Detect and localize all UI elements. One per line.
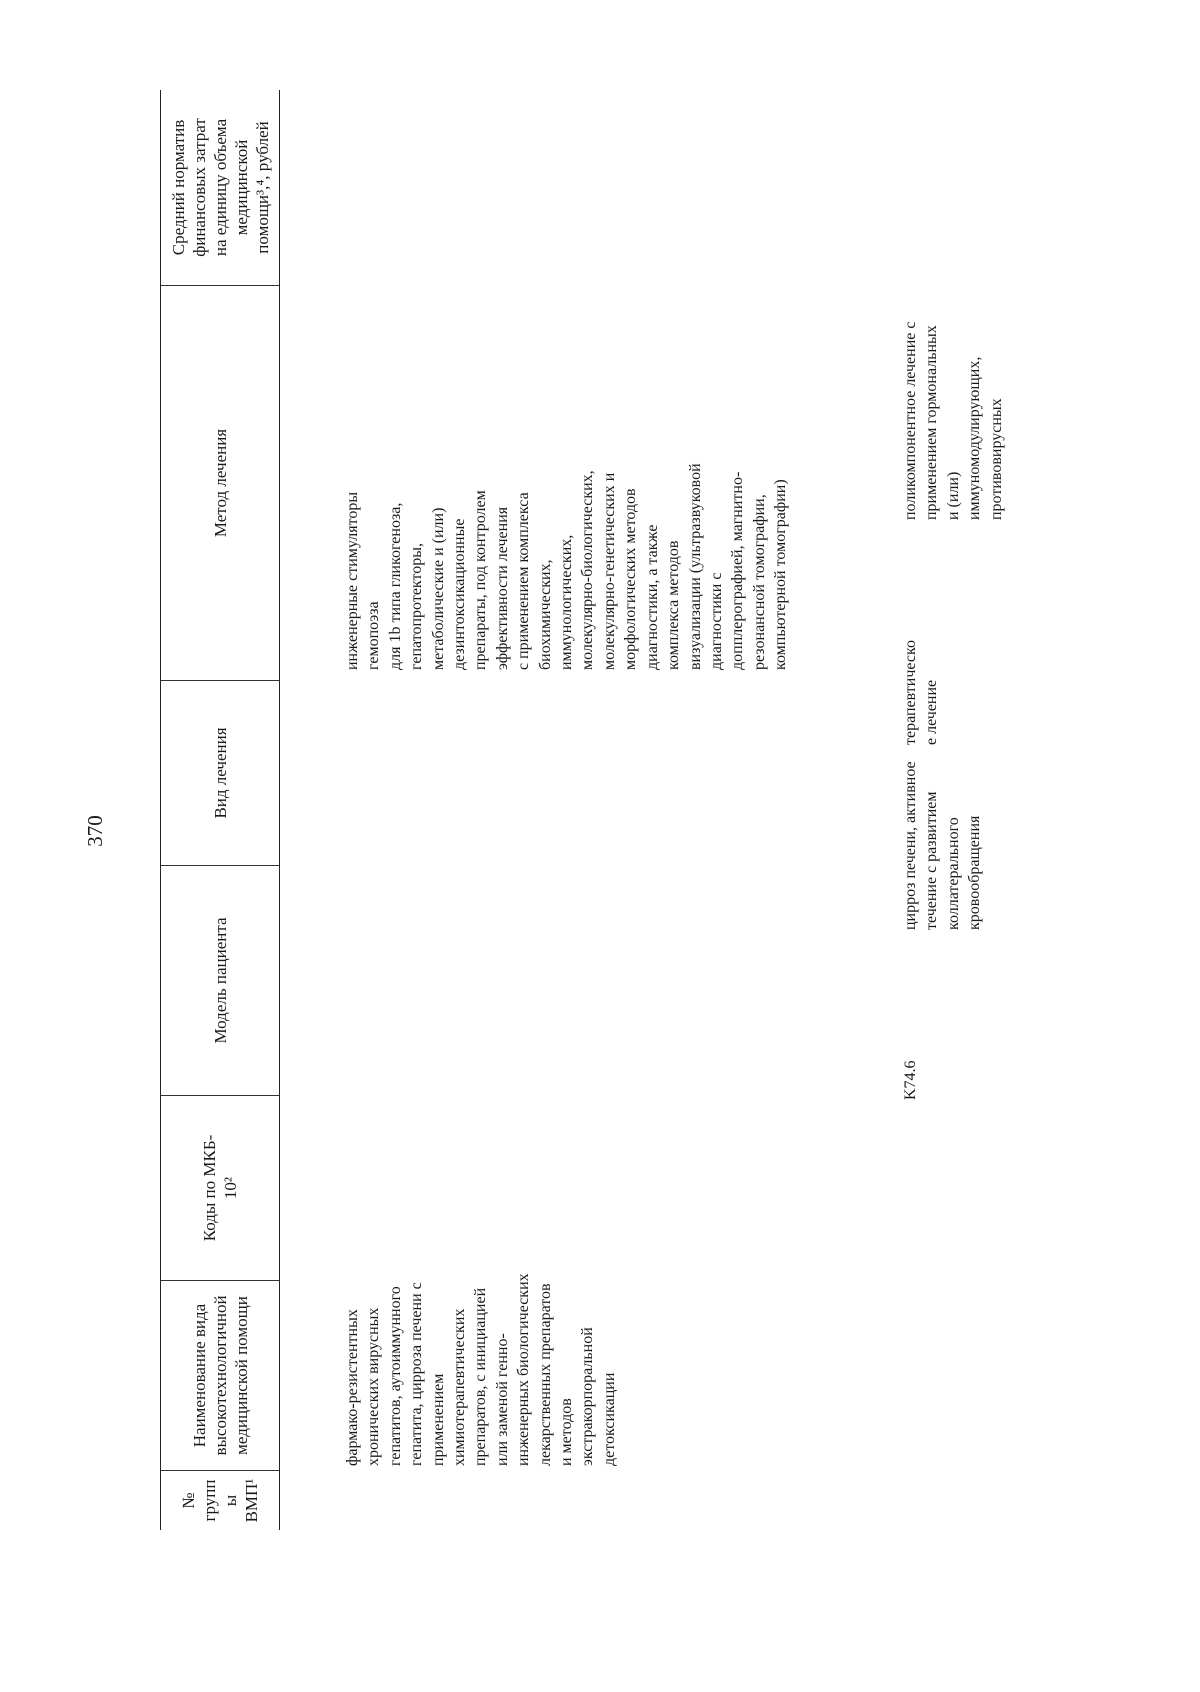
rotated-table-page xyxy=(160,90,1140,1530)
row1-treatment-method: инженерные стимуляторы гемопоэза для 1b типа гликогеноза, гепатопротекторы, метаболические и (или) дезинтоксикационные препараты, под контролем эффективности лечения с применением комплекса биохимических, иммунологических, молекулярно-биологических, молекулярно-генетических и морфологических методов диагностики, а также комплекса методов визуализации (ультразвуковой диагностики с допплерографией, магнитно- резонансной томографии, компьютерной томографии) xyxy=(344,463,790,670)
header-group-number: № групп ы ВМП¹ xyxy=(161,1470,279,1530)
row1-vmp-name: фармако-резистентных хронических вирусных гепатитов, аутоиммунного гепатита, цирроза печени с применением химиотерапевтических препаратов, с инициацией или заменой генно- инженерных биологических лекарственных препаратов и методов экстракорпоральной детоксикации xyxy=(344,1273,618,1466)
header-icd-codes: Коды по МКБ- 10² xyxy=(161,1095,279,1280)
row2-treatment-method: поликомпонентное лечение с применением гормональных и (или) иммуномодулирующих, противовирусных xyxy=(902,321,1005,520)
row2-treatment-type: терапевтическо е лечение xyxy=(902,640,941,745)
table-header-row xyxy=(160,90,280,1530)
header-cost-standard: Средний норматив финансовых затрат на единицу объема медицинской помощи³,⁴, рублей xyxy=(168,118,272,257)
header-treatment-type: Вид лечения xyxy=(161,680,279,865)
row2-patient-model: цирроз печени, активное течение с развитием коллатерального кровообращения xyxy=(902,761,984,930)
vmp-table xyxy=(160,90,1140,1530)
page-number: 370 xyxy=(83,815,107,847)
header-treatment-method: Метод лечения xyxy=(161,285,279,680)
header-vmp-name: Наименование вида высокотехнологичной медицинской помощи xyxy=(161,1280,279,1470)
header-patient-model: Модель пациента xyxy=(161,865,279,1095)
row2-icd-code: K74.6 xyxy=(902,1060,919,1100)
